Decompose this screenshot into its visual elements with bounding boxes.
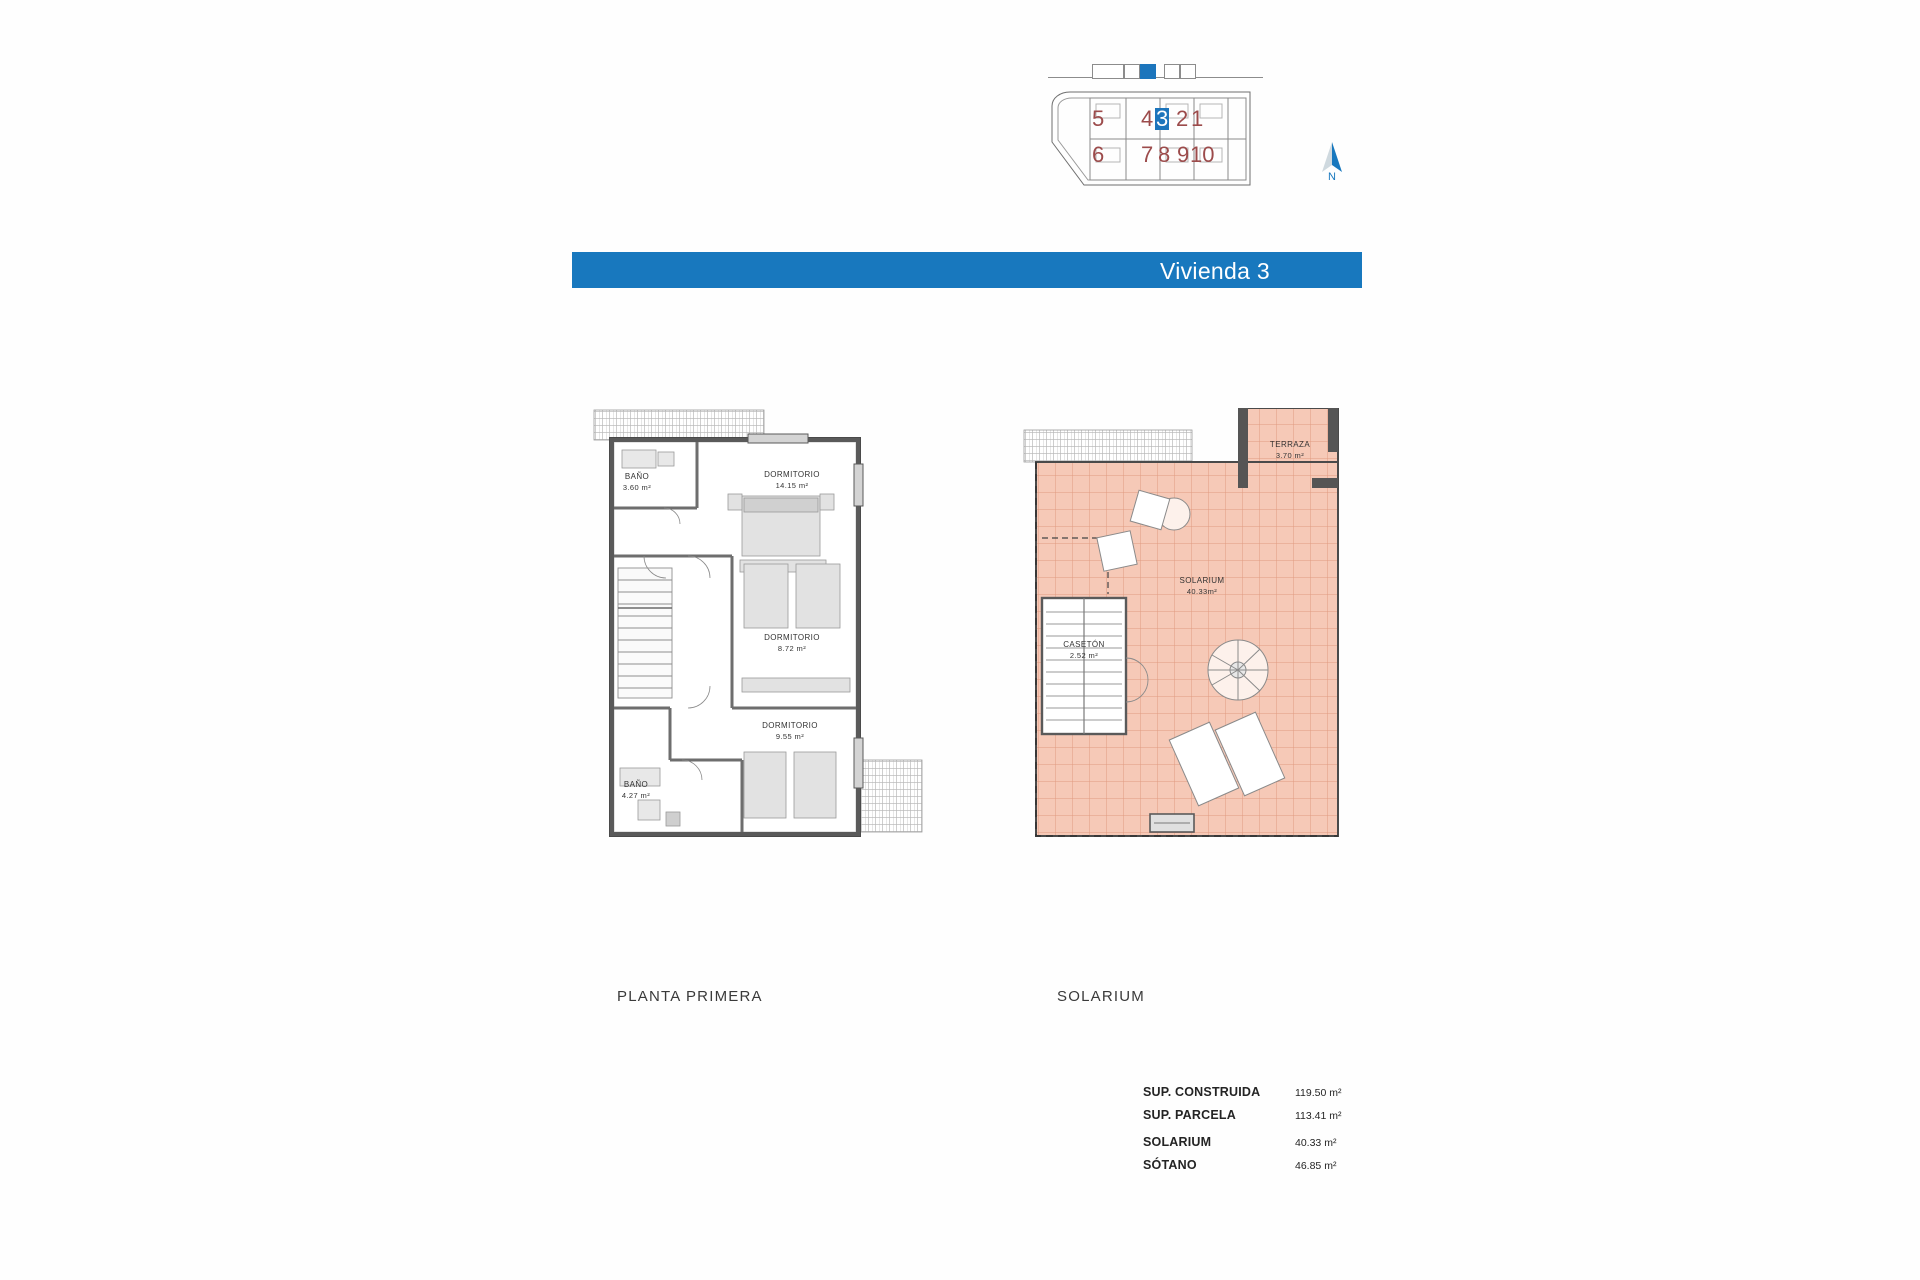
- unit-number-1[interactable]: 1: [1191, 106, 1204, 131]
- surface-label-sotano: SÓTANO: [1143, 1158, 1197, 1172]
- table-row: [1143, 1135, 1403, 1149]
- north-arrow-icon: [1315, 140, 1349, 182]
- room-label-dormitorio-3: DORMITORIO 9.55 m²: [762, 721, 818, 741]
- unit-number-7[interactable]: 7: [1141, 142, 1154, 167]
- caption-planta-primera: PLANTA PRIMERA: [617, 988, 763, 1005]
- room-label-bano-2: BAÑO 4.27 m²: [621, 780, 651, 800]
- unit-number-4[interactable]: 4: [1141, 106, 1154, 131]
- unit-number-9[interactable]: 9: [1177, 142, 1190, 167]
- table-row: [1143, 1158, 1403, 1172]
- surface-value-sotano: 46.85 m²: [1295, 1160, 1337, 1172]
- key-plan: [1040, 50, 1300, 200]
- surface-value-parcela: 113.41 m²: [1295, 1110, 1342, 1122]
- site-outline-svg: [1044, 86, 1262, 191]
- solarium-drawing: [1022, 408, 1412, 938]
- unit-number-3[interactable]: 3: [1156, 106, 1169, 131]
- surface-label-solarium: SOLARIUM: [1143, 1135, 1212, 1149]
- room-label-terraza: TERRAZA 3.70 m²: [1269, 440, 1311, 460]
- unit-number-6[interactable]: 6: [1092, 142, 1105, 167]
- strip-box-3[interactable]: [1140, 64, 1156, 79]
- surface-summary-table: [1143, 1085, 1403, 1181]
- room-label-dormitorio-1: DORMITORIO 14.15 m²: [764, 470, 820, 490]
- unit-number-10[interactable]: 10: [1190, 142, 1215, 167]
- plan-planta-primera: [592, 408, 952, 938]
- surface-value-solarium: 40.33 m²: [1295, 1137, 1337, 1149]
- room-label-bano-1: BAÑO 3.60 m²: [622, 472, 652, 492]
- key-plan-site-diagram: [1044, 86, 1262, 191]
- unit-number-8[interactable]: 8: [1158, 142, 1171, 167]
- surface-label-construida: SUP. CONSTRUIDA: [1143, 1085, 1261, 1099]
- strip-box-5[interactable]: [1180, 64, 1196, 79]
- surface-value-construida: 119.50 m²: [1295, 1087, 1342, 1099]
- strip-box-4[interactable]: [1164, 64, 1180, 79]
- surface-label-parcela: SUP. PARCELA: [1143, 1108, 1236, 1122]
- key-plan-strip: [1048, 60, 1263, 78]
- unit-number-5[interactable]: 5: [1092, 106, 1105, 131]
- strip-box-1[interactable]: [1092, 64, 1124, 79]
- table-row: [1143, 1085, 1403, 1099]
- table-row: [1143, 1108, 1403, 1122]
- svg-text:N: N: [1328, 171, 1336, 182]
- unit-number-2[interactable]: 2: [1176, 106, 1189, 131]
- room-label-caseton: CASETÓN 2.52 m²: [1063, 640, 1105, 660]
- caption-solarium: SOLARIUM: [1057, 988, 1145, 1005]
- room-label-solarium: SOLARIUM 40.33m²: [1179, 576, 1225, 596]
- room-label-dormitorio-2: DORMITORIO 8.72 m²: [764, 633, 820, 653]
- strip-box-2[interactable]: [1124, 64, 1140, 79]
- title-bar: [572, 252, 1362, 288]
- plan-solarium: [1022, 408, 1412, 938]
- page-title: Vivienda 3: [1160, 258, 1270, 284]
